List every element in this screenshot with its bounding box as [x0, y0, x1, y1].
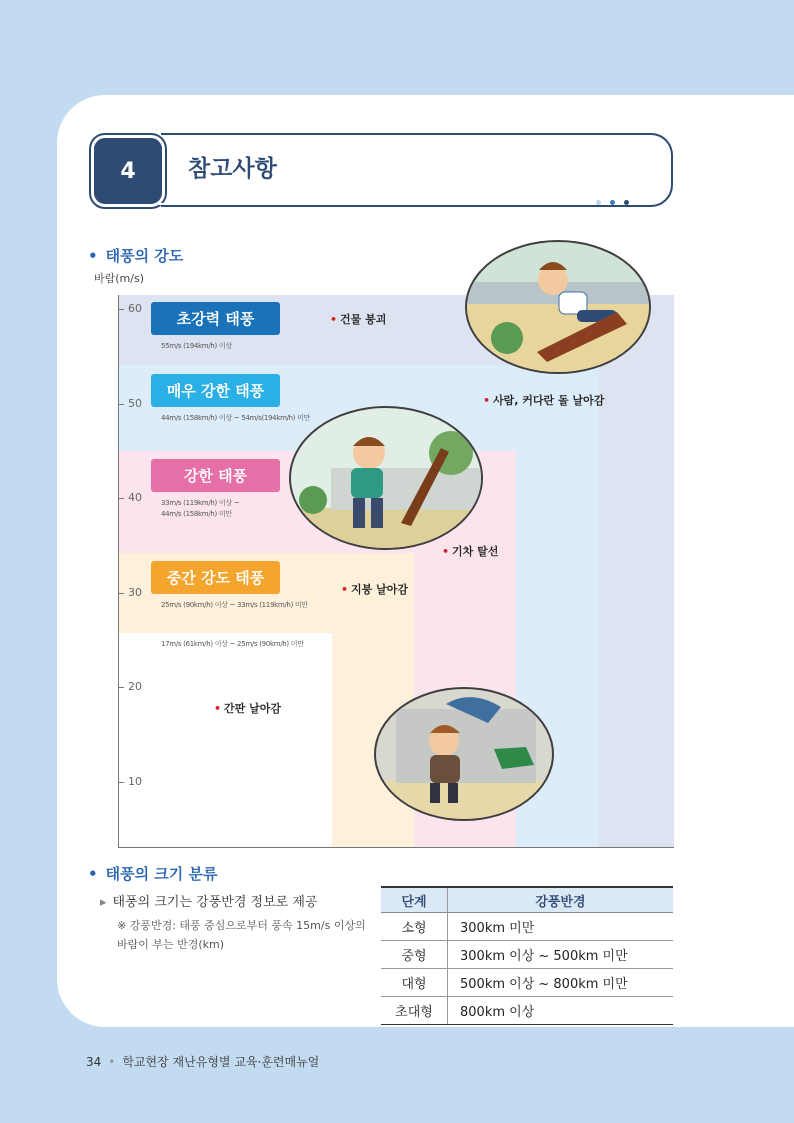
illustration-person-blown	[465, 240, 651, 374]
effect-train-derail: • 기차 탈선	[442, 543, 498, 559]
table-row	[381, 941, 673, 969]
note-medium-typhoon: 25m/s (90km/h) 이상 ~ 33m/s (119km/h) 미만	[161, 601, 308, 609]
tick-40	[118, 498, 124, 499]
stage-cell: 초대형	[381, 997, 448, 1025]
effect-building-collapse: • 건물 붕괴	[330, 311, 386, 327]
size-table	[381, 886, 673, 1025]
note-strong-typhoon-1: 33m/s (119km/h) 이상 ~	[161, 499, 240, 507]
stage-cell: 소형	[381, 913, 448, 941]
effect-people-rocks: • 사람, 커다란 돌 날아감	[483, 392, 604, 408]
gale-radius-definition: ※ 강풍반경: 태풍 중심으로부터 풍속 15m/s 이상의 바람이 부는 반경(km)	[117, 919, 366, 951]
badge-medium-typhoon: 중간 강도 태풍	[151, 561, 280, 594]
person-umbrella-icon	[376, 689, 552, 819]
y-axis-label: 바람(m/s)	[94, 272, 144, 285]
badge-strong-typhoon: 강한 태풍	[151, 459, 280, 492]
footer-separator: •	[108, 1055, 116, 1069]
tick-30	[118, 593, 124, 594]
section-number: 4	[91, 135, 165, 207]
header-stage: 단계	[381, 887, 448, 913]
radius-cell: 300km 미만	[448, 913, 674, 941]
tick-10	[118, 782, 124, 783]
tick-50	[118, 404, 124, 405]
note-very-strong-typhoon: 44m/s (158km/h) 이상 ~ 54m/s(194km/h) 미만	[161, 414, 311, 422]
person-falling-icon	[467, 242, 649, 372]
size-heading: • 태풍의 크기 분류	[88, 863, 217, 884]
effect-roof-blown: • 지붕 날아감	[341, 581, 408, 597]
size-info-note: ▸ 태풍의 크기는 강풍반경 정보로 제공	[100, 891, 317, 910]
section-title: 참고사항	[188, 156, 277, 182]
page-number: 34	[86, 1055, 102, 1069]
dot-3	[624, 200, 629, 205]
tick-20	[118, 687, 124, 688]
note-strong-typhoon-2: 44m/s (158km/h) 미만	[161, 510, 232, 518]
intensity-heading: • 태풍의 강도	[88, 245, 183, 266]
radius-cell: 800km 이상	[448, 997, 674, 1025]
tick-label-60: 60	[128, 302, 142, 315]
tick-label-30: 30	[128, 586, 142, 599]
size-table-header	[381, 887, 673, 913]
person-tree-icon	[291, 408, 481, 548]
dot-2	[610, 200, 615, 205]
table-row	[381, 969, 673, 997]
stage-cell: 중형	[381, 941, 448, 969]
radius-cell: 300km 이상 ~ 500km 미만	[448, 941, 674, 969]
tick-label-20: 20	[128, 680, 142, 693]
section-underline	[159, 203, 589, 205]
note-weak-typhoon: 17m/s (61km/h) 이상 ~ 25m/s (90km/h) 미만	[161, 640, 304, 648]
stage-cell: 대형	[381, 969, 448, 997]
dot-1	[596, 200, 601, 205]
page-footer	[86, 1053, 319, 1070]
tick-label-40: 40	[128, 491, 142, 504]
badge-very-strong-typhoon: 매우 강한 태풍	[151, 374, 280, 407]
tick-label-50: 50	[128, 397, 142, 410]
band-weak	[119, 633, 332, 847]
table-row	[381, 913, 673, 941]
tick-label-10: 10	[128, 775, 142, 788]
illustration-person-tree	[289, 406, 483, 550]
table-row	[381, 997, 673, 1025]
radius-cell: 500km 이상 ~ 800km 미만	[448, 969, 674, 997]
note-super-typhoon: 55m/s (194km/h) 이상	[161, 342, 232, 350]
effect-sign-blown: • 간판 날아감	[214, 700, 281, 716]
tick-60	[118, 309, 124, 310]
badge-super-typhoon: 초강력 태풍	[151, 302, 280, 335]
decorative-dots	[596, 200, 629, 205]
manual-title: 학교현장 재난유형별 교육·훈련매뉴얼	[122, 1055, 320, 1069]
illustration-person-umbrella	[374, 687, 554, 821]
header-gale-radius: 강풍반경	[448, 887, 674, 913]
